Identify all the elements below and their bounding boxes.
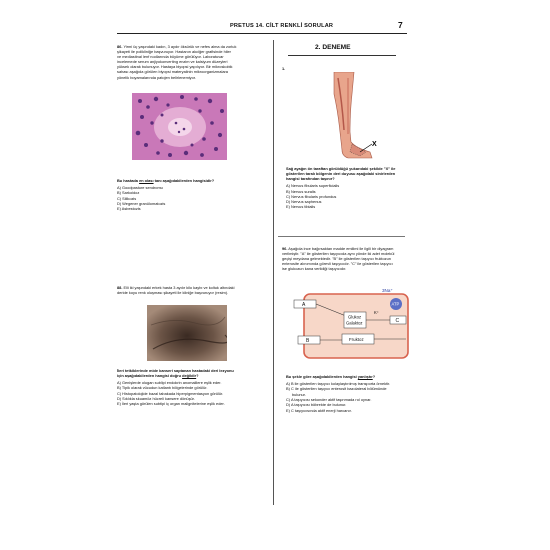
option-d[interactable]: D) Sıklıkla skuamöz hücreli kansere dönüşür.	[117, 396, 195, 402]
question-1-number: 1.	[282, 66, 286, 71]
question-88	[117, 285, 269, 295]
question-96-stem-block	[286, 374, 411, 413]
text-line: ise glukozun kana verildiği taşıyıcıdır.	[282, 266, 347, 272]
question-86-stem: Bu hastada en olası tanı aşağıdakilerden hangisidir?	[117, 178, 215, 183]
question-96-intro: 96. Aşağıda ince bağırsaktan madde emilimi ile ilgili bir diyagram	[282, 246, 394, 251]
option-b[interactable]: B) Tipik olarak vücudun katlantı bölgelerinde görülür.	[117, 385, 208, 391]
transporter-b-label: B	[306, 338, 310, 344]
sodium-label: 3Na⁺	[382, 288, 393, 293]
question-1-stem: Sağ ayağın ön taraftan görüldüğü yukarıdaki şekilde "X" ile gösterilen taralı bölgenin deri duyusu aşağıdaki sinirlerden hangisi tarafından taşınır?	[286, 166, 396, 182]
option-a[interactable]: A) Goodpasture sendromu	[117, 185, 163, 191]
transporter-a-label: A	[302, 302, 306, 308]
right-column-separator	[278, 236, 405, 237]
question-number: 96.	[282, 246, 288, 251]
column-divider	[273, 40, 274, 505]
option-e[interactable]: E) Nervus tibialis	[286, 204, 316, 210]
question-1-stem-block	[286, 166, 404, 210]
galactose-label: Galaktoz	[346, 320, 363, 326]
option-b[interactable]: B) Nervus suralis	[286, 188, 316, 194]
text-line: yönelik boyamalarında patojen belirlenemiyor.	[117, 74, 196, 80]
answer-options	[286, 183, 404, 209]
axilla-photo-image	[147, 305, 227, 361]
pigmented-skin	[147, 305, 227, 361]
option-b[interactable]: B) Sarkoidoz	[117, 190, 140, 196]
giant-cell	[168, 118, 192, 136]
text-line: enterosite alınımında görevli taşıyıcıdır. "C" ile gösterilen taşıyıcı	[282, 261, 393, 267]
option-b[interactable]: B) C ile gösterilen taşıyıcı enterosit bazolateral bölümünde	[286, 386, 387, 392]
option-c[interactable]: C) A taşıyıcısı sekonder aktif taşınmada rol oynar.	[286, 396, 372, 402]
x-marker: X	[372, 141, 377, 148]
option-e[interactable]: E) İleri yaşta görülen subtipi iç organ malignitelerine eşlik eder.	[117, 401, 225, 407]
text-line: incelemede serum anjiyokonverting enzim ve kalsiyum düzeyleri	[117, 59, 228, 65]
text-line: şikayeti ile polikliniğe başvuruyor. Hastanın akciğer grafisinde hiler	[117, 49, 231, 55]
text-line: yüksek olarak bulunuyor. Hastaya biyopsi yapılıyor. Bir mikroskobik	[117, 64, 233, 70]
section-title: 2. DENEME	[315, 44, 351, 51]
question-88-stem: İleri tetkiklerinde mide kanseri saptanan hastadaki deri lezyonu için aşağıdakilerden hangisi doğru değildir?	[117, 368, 234, 379]
option-e[interactable]: E) C taşıyıcısında aktif enerji harcanır.	[286, 407, 352, 413]
potassium-label: K⁺	[374, 310, 380, 315]
glucose-label: Glukoz	[348, 314, 362, 320]
biopsy-micrograph-image	[132, 93, 227, 160]
page-header-title: PRETUS 14. CİLT RENKLİ SORULAR	[230, 23, 334, 29]
text-line: Yirmi üç yaşındaki kadın, 3 aydır öksürük ve nefes alma da zorluk	[123, 44, 237, 49]
header-rule	[117, 33, 407, 34]
fructose-label: Fruktoz	[349, 337, 364, 342]
option-a[interactable]: A) Nervus fibularis superficialis	[286, 183, 340, 189]
leg-anatomy-image	[320, 72, 382, 162]
option-c[interactable]: C) Silikozis	[117, 195, 137, 201]
question-number: 88.	[117, 285, 123, 290]
text-line: geçişi meydana gelmektedir. "B" ile gösterilen taşıyıcı fruktozun	[282, 256, 391, 262]
option-b-continued: bulunur.	[292, 391, 306, 397]
option-d[interactable]: D) Nervus saphenus	[286, 199, 322, 205]
text-line: verilmiştir. "A" ile gösterilen taşıyıcıda aynı yönde iki adet molekül	[282, 251, 395, 257]
answer-options	[117, 185, 269, 211]
transporter-c-label: C	[395, 318, 400, 324]
question-96-stem: Bu şekle göre aşağıdakilerden hangisi yanlıştır?	[286, 374, 376, 379]
question-number: 86.	[117, 44, 123, 49]
text-line: deride koyu renk oluşması şikayeti ile kliniğe başvuruyor (resim).	[117, 290, 229, 296]
question-88-stem-block	[117, 368, 269, 407]
option-d[interactable]: D) Wegener granülomatozis	[117, 200, 166, 206]
option-a[interactable]: A) B ile gösterilen taşıyıcı kolaylaştırılmış transporta örnektir.	[286, 381, 391, 387]
answer-options	[117, 380, 269, 406]
question-96	[282, 246, 407, 271]
question-88-intro: 88. Elli iki yaşındaki erkek hasta 3 aydır kilo kaybı ve koltuk altındaki	[117, 285, 235, 290]
option-e[interactable]: E) Asbestozis	[117, 206, 141, 212]
option-c[interactable]: C) Nervus fibularis profundus	[286, 193, 337, 199]
option-a[interactable]: A) Genişlerde olugan sublipi endokrin anomalilere eşlik eder.	[117, 380, 222, 386]
option-d[interactable]: D) A taşıyıcısı böbrekte de bulunur.	[286, 402, 347, 408]
question-86	[117, 44, 269, 80]
enterocyte-transport-diagram	[288, 286, 413, 364]
answer-options	[286, 381, 411, 413]
page-number: 7	[398, 20, 403, 30]
option-c[interactable]: C) Histopatolojide bazal tabakada hiperpigmentasyon görülür.	[117, 390, 224, 396]
section-title-rule	[288, 55, 396, 56]
question-86-stem-block	[117, 176, 269, 212]
text-line: ve mediastinal lenf nodlarında büyüme görülüyor. Laboratuvar	[117, 54, 224, 60]
text-line: sahası aşağıda görülen biyopsi materyalinin mikroorganizmalara	[117, 69, 228, 75]
atp-label: ATP	[391, 301, 400, 307]
